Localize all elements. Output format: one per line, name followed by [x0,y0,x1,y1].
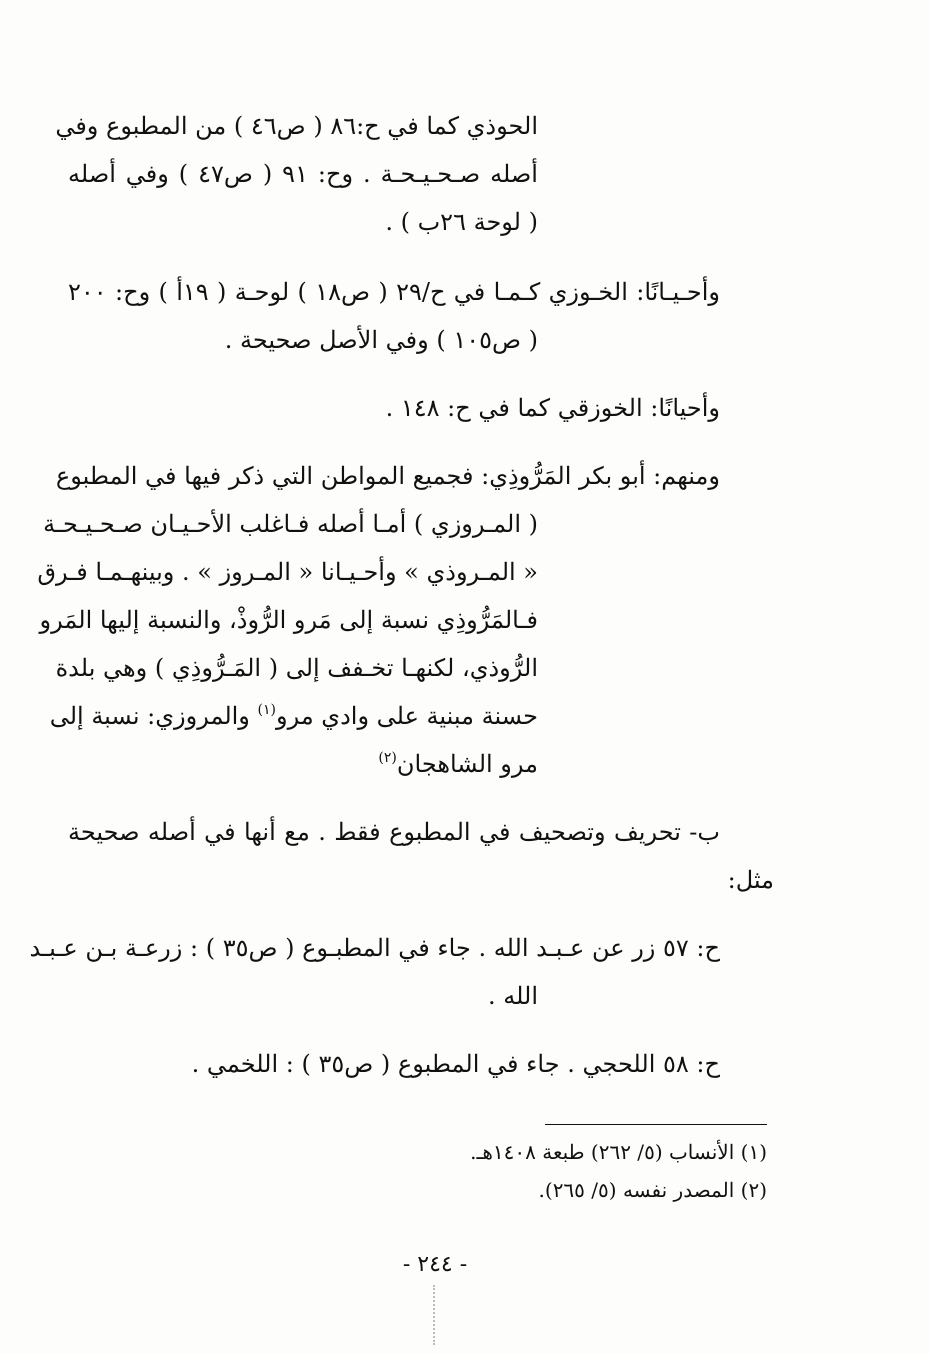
p6-line2: الله . [487,982,538,1010]
footnote-2-text: المصدر نفسه (٥/ ٢٦٥). [538,1178,735,1202]
p4-line5: الرُّوذي، لكنهـا تخـفف إلى ( المَـرُّوذِي ) وهي بلدة [55,654,538,682]
p6-line1: ح: ٥٧ زر عن عـبـد الله . جاء في المطبـوع ( ص٣٥ ) : زرعـة بـن عـبـد [29,934,720,962]
p5-line1: ب- تحريف وتصحيف في المطبوع فقط . مع أنها في أصله صحيحة [68,818,720,846]
footnote-1-marker: (١) [740,1140,767,1164]
footnote-ref-2: (٢) [378,750,397,766]
p4-line7-text: مرو الشاهجان [396,750,538,778]
p4-line3: « المـروذي » وأحـيـانا « المـروز » . وبينهـمـا فـرق [37,558,538,586]
p4-line6-tail: والمروزي: نسبة إلى [49,702,258,730]
p4-line2: ( المـروزي ) أمـا أصله فـاغلب الأحـيـان صـحـيـحـة [43,510,538,538]
p4-line1: ومنهم: أبو بكر المَرُّوذِي: فجميع المواطن التي ذكر فيها في المطبوع [55,462,720,490]
footnote-2 [300,1176,767,1204]
p1-line3: ( لوحة ٢٦ب ) . [385,208,538,236]
p5-line2: مثل: [727,866,774,894]
footnote-ref-1: (١) [257,702,276,718]
p4-line7 [68,748,538,780]
p4-line4: فـالمَرُّوذِي نسبة إلى مَرو الرُّوذْ، والنسبة إليها المَرو [39,606,538,634]
scan-artifact-dots [433,1285,437,1345]
p1-line2: أصله صـحـيـحـة . وح: ٩١ ( ص٤٧ ) وفي أصله [68,160,538,188]
footnote-1 [300,1138,767,1166]
p4-line6-text: حسنة مبنية على وادي مرو [275,702,538,730]
footnote-2-marker: (٢) [740,1178,767,1202]
footnote-rule [545,1124,767,1125]
p7-line1: ح: ٥٨ اللحجي . جاء في المطبوع ( ص٣٥ ) : اللخمي . [191,1050,720,1078]
p1-line1: الحوذي كما في ح:٨٦ ( ص٤٦ ) من المطبوع وفي [55,112,538,140]
p3-line1: وأحيانًا: الخوزقي كما في ح: ١٤٨ . [385,394,720,422]
p4-line6 [49,700,538,732]
footnote-1-text: الأنساب (٥/ ٢٦٢) طبعة ١٤٠٨هـ. [470,1140,735,1164]
page-number: - ٢٤٤ - [402,1252,468,1277]
p2-line2: ( ص١٠٥ ) وفي الأصل صحيحة . [224,326,538,354]
p2-line1: وأحـيـانًا: الخـوزي كـمـا في ح/٢٩ ( ص١٨ ) لوحـة ( ١٩أ ) وح: ٢٠٠ [68,278,721,306]
